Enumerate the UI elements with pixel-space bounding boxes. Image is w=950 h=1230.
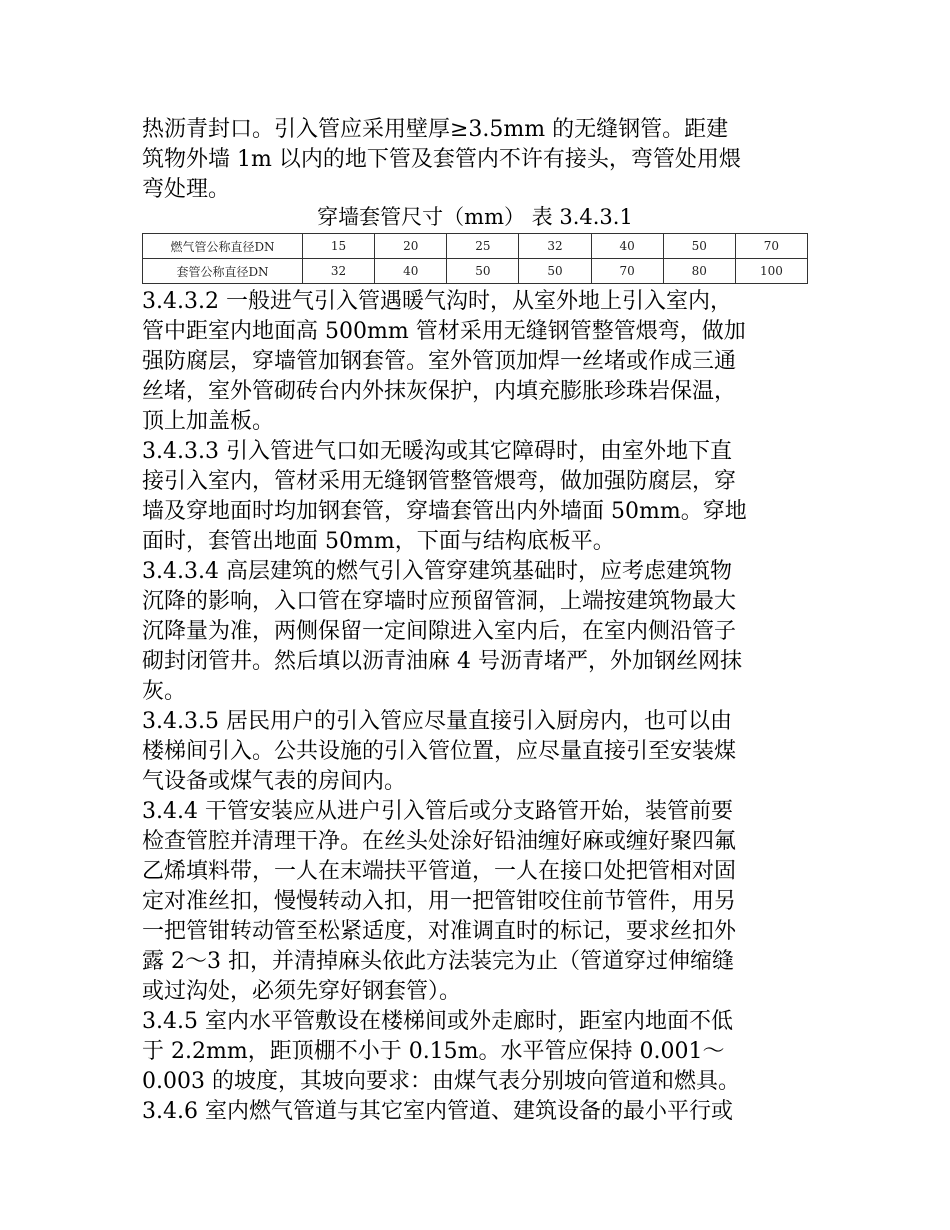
- table-cell: 25: [447, 234, 519, 259]
- body-text: 3.4.3.2 一般进气引入管遇暖气沟时，从室外地上引入室内， 管中距室内地面高 500mm 管材采用无缝钢管整管煨弯，做加 强防腐层，穿墙管加钢套管。室外管顶加焊一丝堵或作成三通 丝堵，室外管砌砖台内外抹灰保护，内填充膨胀珍珠岩保温， 顶上加盖板。 3.4.3.3 引入管进气口如无暖沟或其它障碍时，由室外地下直 接引入室内，管材采用无缝钢管整管煨弯，做加强防腐层，穿 墙及穿地面时均加钢套管，穿墙套管出内外墙面 50mm。穿地 面时，套管出地面 50mm，下面与结构底板平。 3.4.3.4 高层建筑的燃气引入管穿建筑基础时，应考虑建筑物 沉降的影响，入口管在穿墙时应预留管洞，上端按建筑物最大 沉降量为准，两侧保留一定间隙进入室内后，在室内侧沿管子 砌封闭管井。然后填以沥青油麻 4 号沥青堵严，外加钢丝网抹 灰。 3.4.3.5 居民用户的引入管应尽量直接引入厨房内，也可以由 楼梯间引入。公共设施的引入管位置，应尽量直接引至安装煤 气设备或煤气表的房间内。 3.4.4 干管安装应从进户引入管后或分支路管开始，装管前要 检查管腔并清理干净。在丝头处涂好铅油缠好麻或缠好聚四氟 乙烯填料带，一人在末端扶平管道，一人在接口处把管相对固 定对准丝扣，慢慢转动入扣，用一把管钳咬住前节管件，用另 一把管钳转动管至松紧适度，对准调直时的标记，要求丝扣外 露 2～3 扣，并清掉麻头依此方法装完为止（管道穿过伸缩缝 或过沟处，必须先穿好钢套管）。 3.4.5 室内水平管敷设在楼梯间或外走廊时，距室内地面不低 于 2.2mm，距顶棚不小于 0.15m。水平管应保持 0.001～ 0.003 的坡度，其坡向要求：由煤气表分别坡向管道和燃具。 3.4.6 室内燃气管道与其它室内管道、建筑设备的最小平行或: [142, 289, 747, 1124]
- table-row: [143, 234, 808, 259]
- intro-paragraph: 热沥青封口。引入管应采用壁厚≥3.5mm 的无缝钢管。距建 筑物外墙 1m 以内的地下管及套管内不许有接头，弯管处用煨 弯处理。: [142, 117, 741, 202]
- table-cell: 20: [375, 234, 447, 259]
- table-cell: 80: [663, 259, 735, 284]
- table-cell: 50: [519, 259, 591, 284]
- table-cell: 40: [375, 259, 447, 284]
- table-cell: 100: [735, 259, 807, 284]
- table-cell: 70: [591, 259, 663, 284]
- table-cell: 40: [591, 234, 663, 259]
- table-cell: 32: [303, 259, 375, 284]
- row-label: 燃气管公称直径DN: [143, 234, 303, 259]
- table-cell: 50: [663, 234, 735, 259]
- table-cell: 32: [519, 234, 591, 259]
- row-label: 套管公称直径DN: [143, 259, 303, 284]
- table-cell: 15: [303, 234, 375, 259]
- table-caption: 穿墙套管尺寸（mm） 表 3.4.3.1: [317, 205, 633, 229]
- table-row: [143, 259, 808, 284]
- sleeve-size-table: [142, 233, 808, 284]
- table-cell: 70: [735, 234, 807, 259]
- table-cell: 50: [447, 259, 519, 284]
